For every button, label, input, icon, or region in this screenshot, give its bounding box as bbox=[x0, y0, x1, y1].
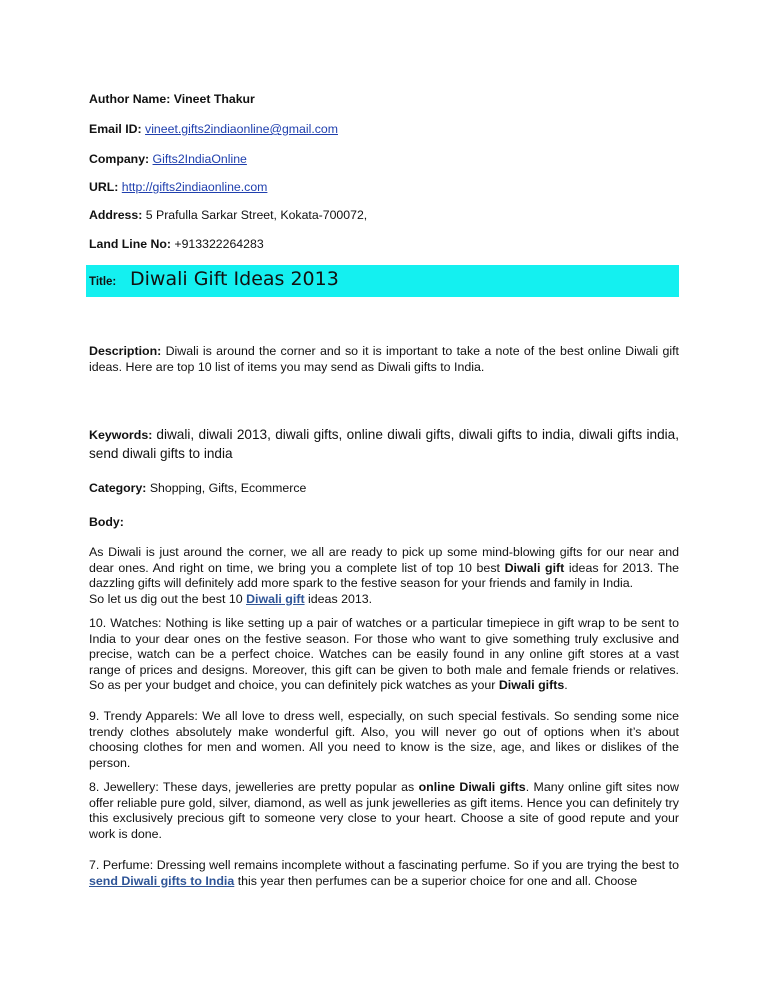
send-diwali-gifts-link[interactable]: send Diwali gifts to India bbox=[89, 873, 235, 888]
author-line bbox=[89, 91, 255, 107]
company-link[interactable]: Gifts2IndiaOnline bbox=[152, 152, 247, 166]
intro2-text-b: ideas 2013. bbox=[304, 591, 373, 606]
url-line bbox=[89, 179, 267, 195]
body-label: Body: bbox=[89, 515, 124, 529]
item-7-text-b: this year then perfumes can be a superior choice for one and all. Choose bbox=[234, 873, 638, 888]
body-heading bbox=[89, 514, 124, 530]
item-9-paragraph bbox=[89, 709, 679, 771]
url-link[interactable]: http://gifts2indiaonline.com bbox=[121, 180, 268, 194]
item-10-bold: Diwali gifts bbox=[498, 678, 565, 693]
email-line bbox=[89, 121, 338, 137]
item-10-text-b: . bbox=[564, 678, 568, 693]
intro-text-a: As Diwali is just around the corner, we all are ready to pick up some mind-blowing gifts for our near and dear ones. And right on time, we bring you a complete list of top 10 best bbox=[89, 545, 679, 575]
intro2-text-a: So let us dig out the best 10 bbox=[89, 591, 247, 606]
author-label: Author Name: bbox=[89, 92, 171, 106]
company-line bbox=[89, 151, 247, 167]
description-label: Description: bbox=[89, 344, 162, 358]
title-text: Diwali Gift Ideas 2013 bbox=[130, 268, 339, 290]
category-text: Shopping, Gifts, Ecommerce bbox=[149, 481, 307, 495]
keywords-text: diwali, diwali 2013, diwali gifts, online diwali gifts, diwali gifts to india, diwali gifts india, send diwali gifts to india bbox=[89, 427, 679, 461]
item-8-text-b: . Many online gift sites now offer reliable pure gold, silver, diamond, as well as junk jewelleries as gift items. Hence you can definitely try this exclusively precious gift to someone very close to your heart. Choose a site of good repute and your work is done. bbox=[89, 780, 679, 841]
item-7-text-a: 7. Perfume: Dressing well remains incomplete without a fascinating perfume. So if you are trying the best to bbox=[89, 858, 679, 872]
category-line bbox=[89, 480, 306, 496]
item-9-text: 9. Trendy Apparels: We all love to dress well, especially, on such special festivals. So sending some nice trendy clothes absolutely make wonderful gift. Also, you will never go out of options when it’s about choosing clothes for men and women. All you need to know is the size, age, and likes or dislikes of the person. bbox=[89, 709, 679, 770]
landline-label: Land Line No: bbox=[89, 237, 171, 251]
address-label: Address: bbox=[89, 208, 143, 222]
url-label: URL: bbox=[89, 180, 119, 194]
item-8-paragraph bbox=[89, 780, 679, 842]
landline-line bbox=[89, 236, 264, 252]
item-10-text-a: 10. Watches: Nothing is like setting up a pair of watches or a particular timepiece in gift wrap to be sent to India to your dear ones on the festive season. For those who want to give something truly exclusive and precise, watch can be a perfect choice. Watches can be easily found in any online gift stores at a vast range of prices and designs. Moreover, this gift can be given to both male and female friends or relatives. So as per your budget and choice, you can definitely pick watches as your bbox=[89, 616, 679, 693]
item-7-paragraph bbox=[89, 858, 679, 889]
email-link[interactable]: vineet.gifts2indiaonline@gmail.com bbox=[145, 122, 338, 136]
item-8-text-a: 8. Jewellery: These days, jewelleries are pretty popular as bbox=[89, 780, 419, 794]
category-label: Category: bbox=[89, 481, 147, 495]
description-text: Diwali is around the corner and so it is important to take a note of the best online Diwali gift ideas. Here are top 10 list of items you may send as Diwali gifts to India. bbox=[89, 344, 679, 374]
intro-text-b: ideas for 2013. The dazzling gifts will definitely add more spark to the festive season for your friends and family in India. bbox=[89, 560, 679, 591]
address-value: 5 Prafulla Sarkar Street, Kokata-700072, bbox=[145, 208, 368, 222]
author-value: Vineet Thakur bbox=[173, 92, 255, 106]
address-line bbox=[89, 207, 367, 223]
title-bar bbox=[86, 265, 679, 297]
title-label: Title: bbox=[89, 276, 117, 288]
keywords-paragraph bbox=[89, 425, 679, 463]
email-label: Email ID: bbox=[89, 122, 142, 136]
item-8-bold: online Diwali gifts bbox=[418, 780, 526, 794]
intro-bold: Diwali gift bbox=[504, 560, 565, 575]
company-label: Company: bbox=[89, 152, 150, 166]
item-10-paragraph bbox=[89, 616, 679, 694]
body-intro-paragraph bbox=[89, 545, 679, 607]
landline-value: +913322264283 bbox=[174, 237, 264, 251]
diwali-gift-link[interactable]: Diwali gift bbox=[246, 591, 305, 606]
keywords-label: Keywords: bbox=[89, 428, 153, 442]
description-paragraph bbox=[89, 344, 679, 375]
